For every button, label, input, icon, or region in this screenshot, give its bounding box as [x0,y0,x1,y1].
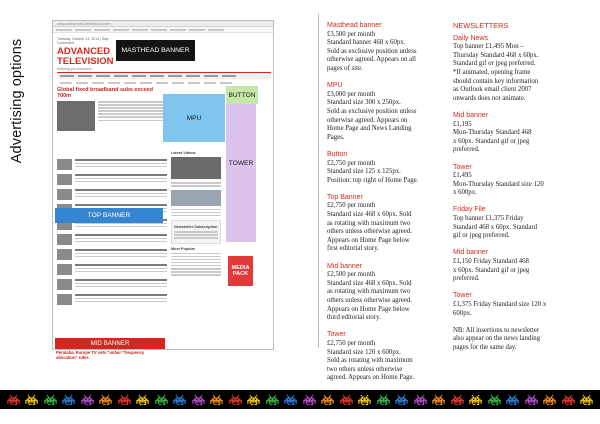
website-rate-item-line: Standard size 468 x 60px. Sold [327,211,412,219]
space-invader-icon [266,395,279,405]
newsletter-rate-item-line: £1,495 [453,172,472,180]
website-rate-item-line: others unless otherwise agreed. [327,297,412,304]
website-rate-item-line: Sold as exclusive position unless [327,107,417,115]
space-invader-icon [562,395,575,405]
website-rate-item-line: Standard size 125 x 125px. [327,168,401,176]
logo-line-1: ADVANCED [57,46,111,57]
newsletter-rate-item [453,164,575,198]
space-invader-icon [62,395,75,405]
button-placement: BUTTON [226,86,258,104]
newsletter-rate-item-line: NB: All insertions to newsletter [453,326,540,334]
newsletter-rate-item [453,292,575,318]
website-rate-item-title: Mid banner [327,262,363,270]
space-invader-icon [7,395,20,405]
newsletter-box [171,220,221,243]
website-rate-item-line: £3,000 per month [327,90,376,98]
website-rate-item-title: Button [327,150,348,158]
website-rate-item-line: £2,500 per month [327,271,376,279]
website-rate-item-line: as rotating with maximum two [327,288,411,296]
site-logo-area [57,37,123,75]
website-rate-item-line: otherwise agreed. Appears on [327,116,408,124]
space-invader-icon [506,395,519,405]
newsletter-rate-item-line: gif or jpeg preferred. [453,232,510,240]
browser-address-bar: www.advanced-television.com [53,21,273,27]
newsletter-rate-item-line: Top banner £1,495 Mon – [453,43,524,51]
newsletter-rate-item-line: £1,150 Friday Standard 468 [453,258,529,266]
logo-tagline: Keeping you informed... [57,67,94,71]
tower-placement: TOWER [226,104,256,242]
main-column [57,87,167,309]
space-invader-icon [580,395,593,405]
space-invader-icon [451,395,464,405]
website-rate-item-line: Appears on Home Page below [327,305,410,313]
newsletter-rate-item-line: Thursday Standard 468 x 60px. [453,51,539,59]
space-invader-icon [229,395,242,405]
website-rate-item [327,82,449,142]
newsletter-rate-item-line: £1,195 [453,120,472,128]
side-column [171,149,221,277]
newsletter-rate-item-line: pages for the same day. [453,343,517,351]
space-invader-icon [247,395,260,405]
website-rate-item-line: otherwise agreed. Appears on all [327,56,416,64]
website-rate-item-line: Home Page and News Landing [327,125,412,133]
date-line: Tuesday, October 14, 2014 | Stay Connected [57,37,109,45]
newsletter-rate-item-line: x 600px. [453,189,477,197]
website-rate-item-title: MPU [327,82,343,90]
space-invader-icon [377,395,390,405]
column-divider [318,14,319,348]
bookmarks-bar [53,27,273,33]
newsletter-rate-item [453,249,575,283]
website-rate-item-line: Standard banner 468 x 60px. [327,39,406,47]
newsletter-rate-item-line: as Outlook email client 2007 [453,86,532,94]
newsletter-rate-item-title: Tower [453,292,472,300]
list-item [57,264,167,275]
space-invader-icon [321,395,334,405]
website-rate-item-title: Masthead banner [327,22,382,29]
site-logo [57,47,123,66]
newsletter-rate-item-line: Standard gif or jpeg preferred. [453,60,536,68]
space-invader-icon [155,395,168,405]
media-pack-placement[interactable] [228,256,253,286]
site-nav [57,72,271,79]
website-rate-item-line: pages of site. [327,64,363,72]
website-rate-item-line: £2,750 per month [327,159,376,167]
space-invader-icon [136,395,149,405]
newsletter-rate-item-title: Daily News [453,34,489,42]
page-title: Advertising options [9,38,25,164]
newsletter-heading: Newsletter Subscription [174,225,218,230]
newsletter-rate-item-line: *If animated, opening frame [453,68,531,76]
space-invader-icon [543,395,556,405]
bottom-headline: Peralaba, Europe TV sets "unfair "frequency allocation" rules [56,350,145,360]
newsletter-rate-item-line: should contain key information [453,77,539,85]
newsletter-rate-item-line: onwards does not animate. [453,94,526,102]
space-invader-icon [192,395,205,405]
space-invader-icon [414,395,427,405]
website-rate-item-line: as rotating with maximum two [327,219,411,227]
website-rate-item-line: Standard size 468 x 60px. Sold [327,279,412,287]
newsletter-rate-item-line: Standard 468 x 60px. Standard [453,223,538,231]
space-invader-icon [303,395,316,405]
website-rate-item-line: third editorial story. [327,314,381,322]
website-rate-item [327,151,449,185]
website-rate-item [327,194,449,254]
space-invader-icon [488,395,501,405]
media-pack-line-2: PACK [232,271,249,277]
top-banner-placement: TOP BANNER [55,208,163,223]
website-rate-item-line: Position: top right of Home Page. [327,176,419,184]
list-item [57,159,167,170]
page-title-container [2,16,32,186]
website-rate-item-title: Top Banner [327,193,363,201]
space-invader-icon [525,395,538,405]
site-subnav [57,81,271,85]
space-invader-icon [25,395,38,405]
space-invader-icon [81,395,94,405]
newsletter-rate-item-line: 600px. [453,309,472,317]
newsletter-rate-item-title: Mid banner [453,249,489,257]
website-rate-item-line: Sold as rotating with maximum [327,357,413,365]
website-rate-item-line: agreed. Appears on Home Page. [327,374,415,382]
newsletter-rate-item [453,327,575,353]
lead-story [57,101,167,131]
space-invader-icon [432,395,445,405]
list-item [57,174,167,185]
website-rate-item-line: Appears on Home Page below [327,236,410,244]
website-rate-item-line: Standard size 120 x 600px. [327,348,401,356]
space-invader-icon [173,395,186,405]
newsletter-rate-item-title: Mid banner [453,111,489,119]
website-rate-item-line: two others unless otherwise [327,365,403,373]
website-rate-item-line: first editorial story. [327,245,379,253]
masthead-banner-placement: MASTHEAD BANNER [116,40,195,61]
newsletter-rates-column [453,22,575,361]
website-rate-item-line: Standard size 300 x 250px. [327,99,401,107]
newsletter-rate-item-line: Top banner £1,375 Friday [453,215,524,223]
newsletter-rate-item-line: preferred. [453,146,480,154]
space-invader-icon [44,395,57,405]
list-item [57,294,167,305]
website-rate-item-line: £2,750 per month [327,202,376,210]
mpu-placement: MPU [163,94,225,142]
newsletters-heading: NEWSLETTERS [453,21,509,30]
newsletter-rate-item-line: preferred. [453,275,480,283]
newsletter-rate-item [453,206,575,240]
website-rate-item-line: £3,500 per month [327,30,376,38]
website-rates-column [327,22,449,392]
newsletter-rate-item-line: also appear on the news landing [453,335,541,343]
latest-videos-heading: Latest Videos [171,151,196,155]
website-rate-item-line: Sold as exclusive position unless [327,47,417,55]
space-invader-icon [469,395,482,405]
mid-banner-placement: MID BANNER [55,338,165,349]
website-rate-item-line: others unless otherwise agreed. [327,228,412,236]
decorative-invader-strip [0,390,600,409]
list-item [57,279,167,290]
list-item [57,234,167,245]
newsletter-rate-item [453,35,575,104]
space-invader-icon [284,395,297,405]
website-rate-item-line: Pages. [327,133,345,141]
website-rate-item [327,22,449,74]
space-invader-icon [395,395,408,405]
most-popular-heading: Most Popular [171,246,196,251]
video-thumbnail [171,157,221,179]
media-pack-line-1: MEDIA [231,264,250,271]
list-item [57,189,167,200]
space-invader-icon [210,395,223,405]
newsletter-rate-item-title: Tower [453,163,472,171]
story-image [57,101,95,131]
newsletter-rate-item-line: x 60px. Standard gif or jpeg [453,137,530,145]
lead-headline: Global fixed broadband subs exceed 700m [57,87,153,99]
newsletter-rate-item-line: £1,375 Friday Standard size 120 x [453,301,547,308]
space-invader-icon [340,395,353,405]
video-thumbnail [171,190,221,206]
newsletter-rate-item [453,112,575,155]
space-invader-icon [358,395,371,405]
website-rate-item [327,263,449,323]
website-rate-item-title: Tower [327,331,346,339]
newsletter-rate-item-title: Friday File [453,206,486,214]
newsletter-rate-item-line: Mon-Thursday Standard 468 [453,129,532,137]
logo-line-2: TELEVISION [57,55,114,67]
list-item [57,249,167,260]
space-invader-icon [118,395,131,405]
newsletter-rate-item-line: x 60px. Standard gif or jpeg [453,266,530,274]
website-rate-item [327,331,449,383]
newsletter-rate-item-line: Mon-Thursday Standard size 120 [453,180,544,188]
space-invader-icon [99,395,112,405]
website-rate-item-line: £2,750 per month [327,339,376,347]
